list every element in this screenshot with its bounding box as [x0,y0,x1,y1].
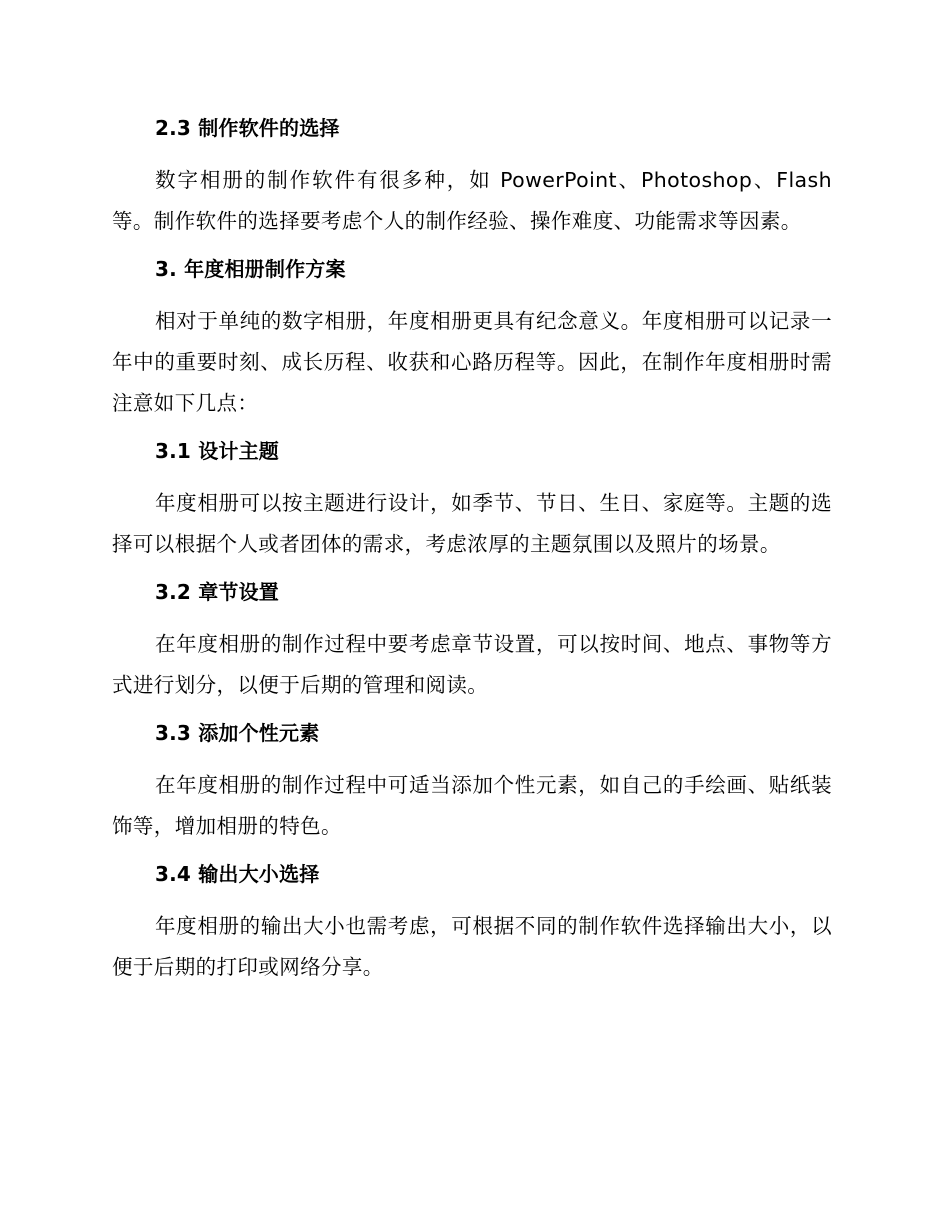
section-heading-3-1: 3.1 设计主题 [155,439,279,463]
section-paragraph-3-1: 年度相册可以按主题进行设计，如季节、节日、生日、家庭等。主题的选择可以根据个人或者团体的需求，考虑浓厚的主题氛围以及照片的场景。 [112,491,832,556]
section-paragraph-2-3: 数字相册的制作软件有很多种，如 PowerPoint、Photoshop、Flash 等。制作软件的选择要考虑个人的制作经验、操作难度、功能需求等因素。 [112,168,832,233]
document-page [112,112,832,988]
section-paragraph-3-3: 在年度相册的制作过程中可适当添加个性元素，如自己的手绘画、贴纸装饰等，增加相册的特色。 [112,773,832,838]
section-heading-3-4: 3.4 输出大小选择 [155,862,320,886]
section-paragraph-3-4: 年度相册的输出大小也需考虑，可根据不同的制作软件选择输出大小，以便于后期的打印或网络分享。 [112,914,832,979]
section-heading-2-3: 2.3 制作软件的选择 [155,116,340,140]
section-paragraph-3-2: 在年度相册的制作过程中要考虑章节设置，可以按时间、地点、事物等方式进行划分，以便于后期的管理和阅读。 [112,632,832,697]
section-heading-3-2: 3.2 章节设置 [155,580,279,604]
section-heading-3-3: 3.3 添加个性元素 [155,721,320,745]
section-paragraph-3: 相对于单纯的数字相册，年度相册更具有纪念意义。年度相册可以记录一年中的重要时刻、成长历程、收获和心路历程等。因此，在制作年度相册时需注意如下几点： [112,309,832,415]
section-heading-3: 3. 年度相册制作方案 [155,257,346,281]
